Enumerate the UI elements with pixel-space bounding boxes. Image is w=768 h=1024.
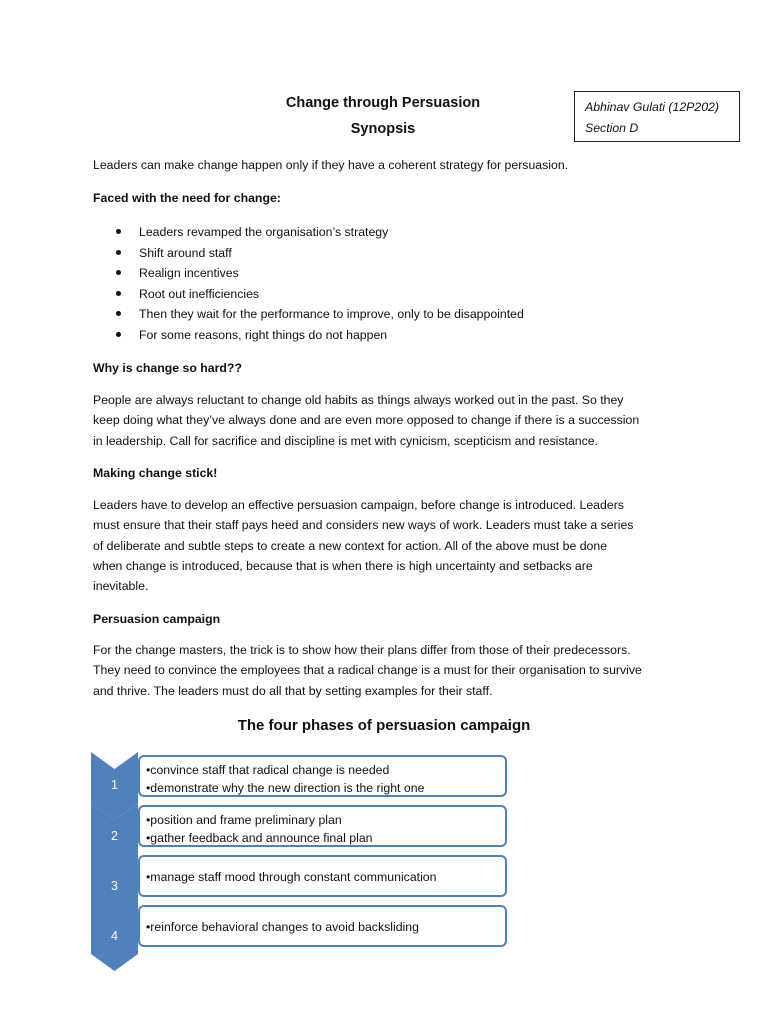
phase-chevron-4 [91,903,138,971]
phase-number: 1 [111,778,118,792]
stick-heading: Making change stick! [93,466,218,480]
phase-number: 2 [111,829,118,843]
document-title: Change through Persuasion [285,95,481,111]
bullet-icon [116,229,121,234]
document-subtitle: Synopsis [350,121,416,137]
phase-box-2 [138,805,507,847]
intro-paragraph: Leaders can make change happen only if they have a coherent strategy for persuasion. [93,158,569,172]
phase-box-3 [138,855,507,897]
why-heading: Why is change so hard?? [93,361,242,375]
list-item: Root out inefficiencies [113,284,673,305]
bullet-icon [116,270,121,275]
phase-box-1 [138,755,507,797]
phase-point: •manage staff mood through constant communication [146,870,437,884]
phase-point: •gather feedback and announce final plan [146,831,373,845]
phase-point: •position and frame preliminary plan [146,813,342,827]
phase-number: 3 [111,879,118,893]
list-item: Then they wait for the performance to improve, only to be disappointed [113,304,673,325]
list-item: Leaders revamped the organisation’s strategy [113,222,673,243]
phase-number: 4 [111,929,118,943]
phase-point: •convince staff that radical change is needed [146,763,390,777]
list-item: Realign incentives [113,263,673,284]
phase-point: •demonstrate why the new direction is the right one [146,781,425,795]
campaign-heading: Persuasion campaign [93,612,221,626]
bullet-icon [116,250,121,255]
faced-heading: Faced with the need for change: [93,191,281,205]
author-section: Section D [585,121,639,135]
phase-point: •reinforce behavioral changes to avoid backsliding [146,920,419,934]
why-paragraph: People are always reluctant to change old habits as things always worked out in the past. So they keep doing what they’ve always done and are even more opposed to change if there is a succession in leadership. Call for sacrifice and discipline is met with cynicism, scepticism and resistance. [93,393,640,448]
bullet-icon [116,311,121,316]
bullet-icon [116,332,121,337]
list-item: Shift around staff [113,243,673,264]
author-box [574,91,740,142]
bullet-icon [116,291,121,296]
author-name: Abhinav Gulati (12P202) [585,100,719,114]
phase-box-4 [138,905,507,947]
change-bullet-list [113,222,673,346]
phases-title: The four phases of persuasion campaign [237,717,531,734]
campaign-paragraph: For the change masters, the trick is to show how their plans differ from those of their predecessors. They need to convince the employees that a radical change is a must for their organisation to survive and thrive. The leaders must do all that by setting examples for their staff. [93,643,642,698]
stick-paragraph: Leaders have to develop an effective persuasion campaign, before change is introduced. Leaders must ensure that their staff pays heed and considers new ways of work. Leaders must take a series of deliberate and subtle steps to create a new context for action. All of the above must be done when change is introduced, because that is when there is high uncertainty and setbacks are inevitable. [93,498,634,594]
list-item: For some reasons, right things do not happen [113,325,673,346]
